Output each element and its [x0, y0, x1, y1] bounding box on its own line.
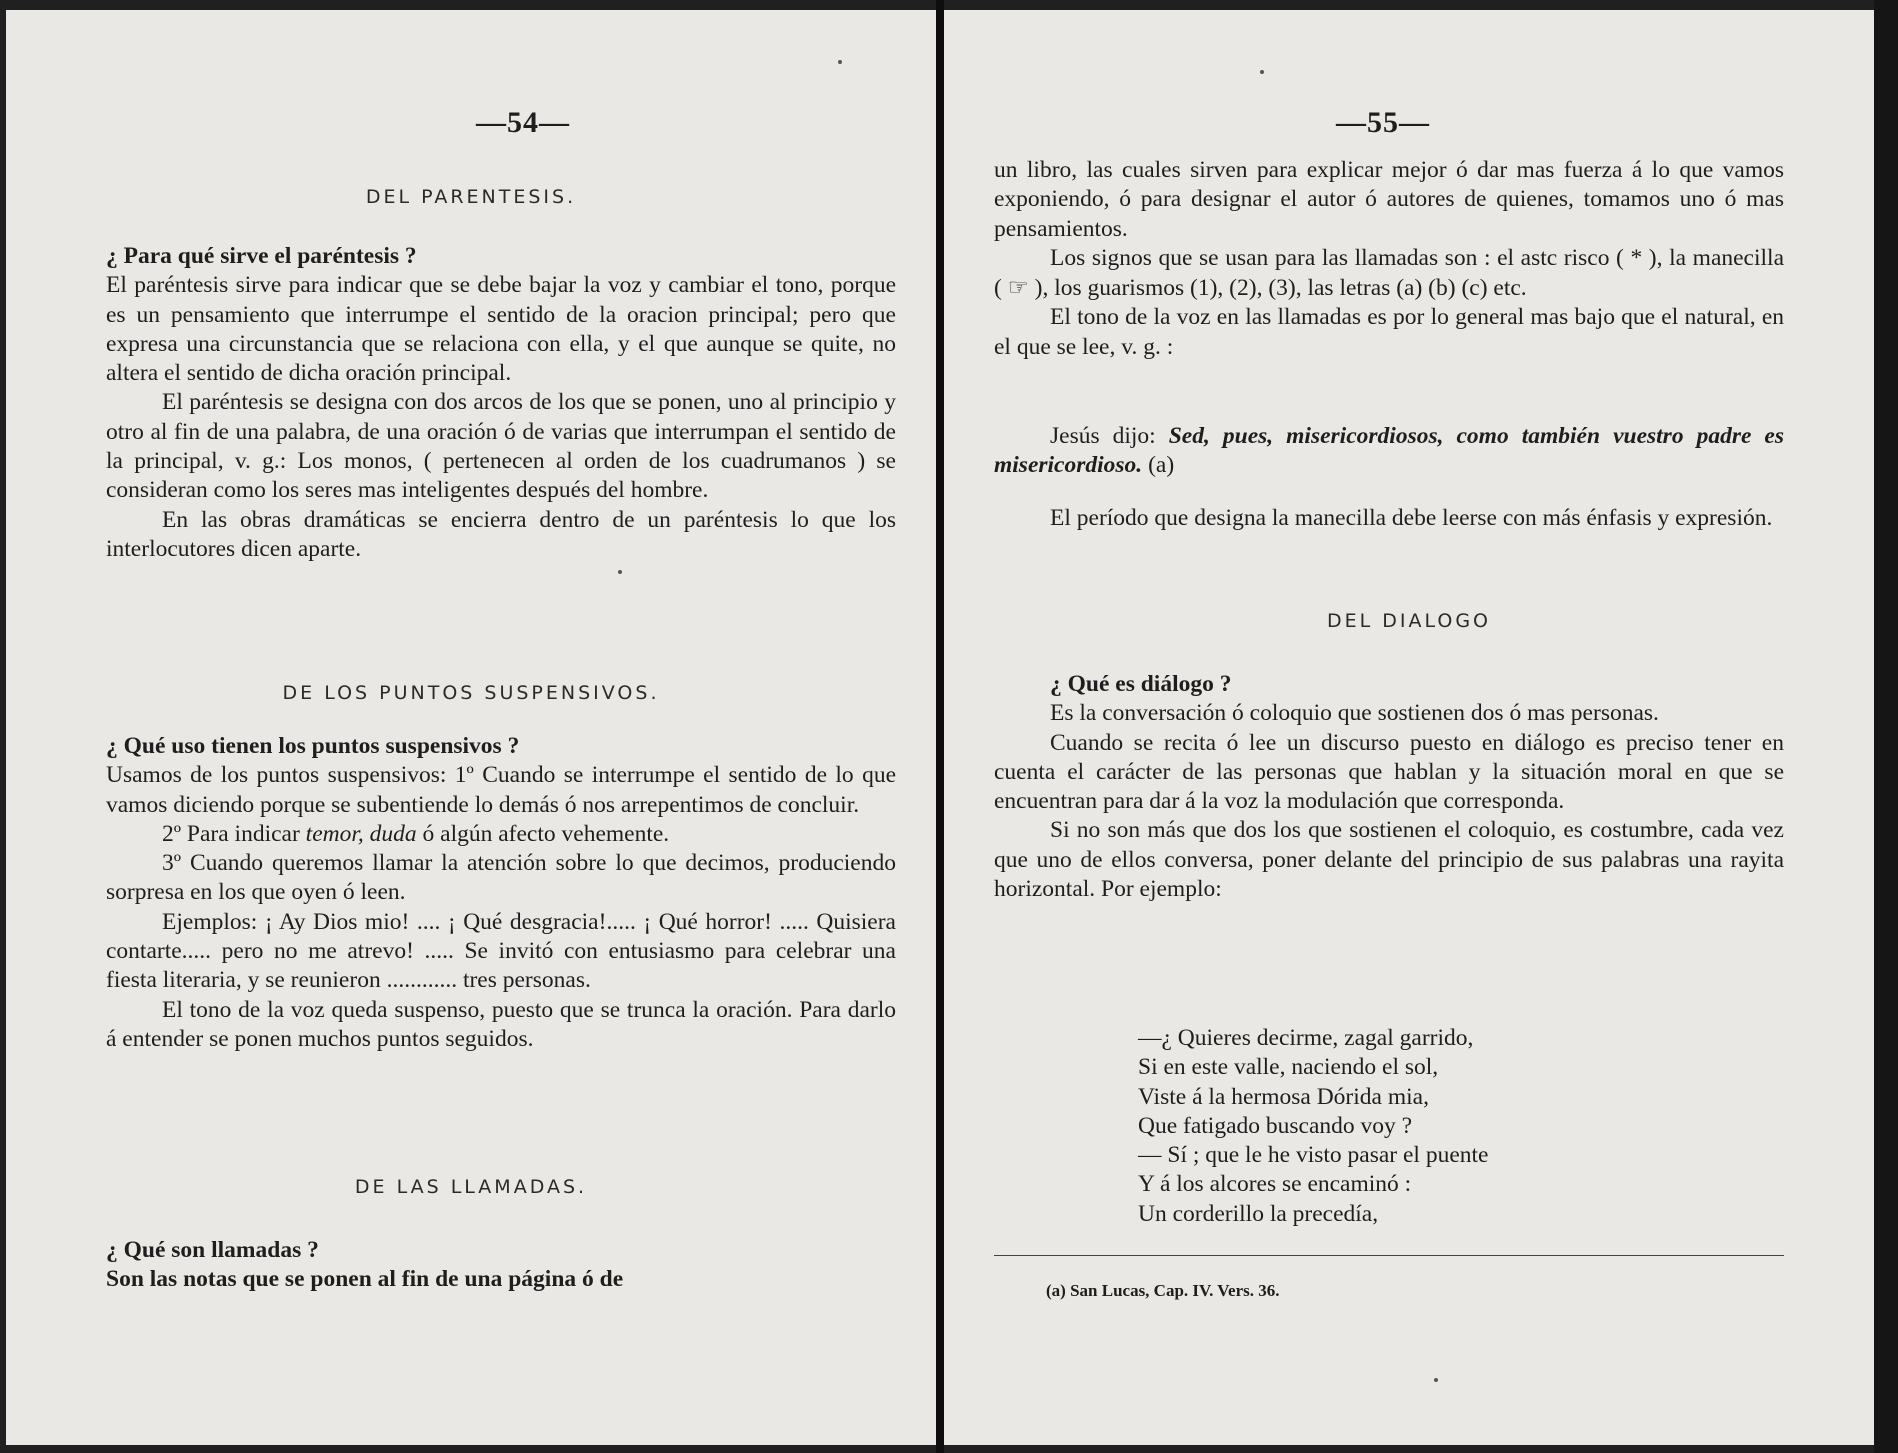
- section-heading-suspensivos: DE LOS PUNTOS SUSPENSIVOS.: [282, 682, 660, 704]
- paragraph: Ejemplos: ¡ Ay Dios mio! .... ¡ Qué desgracia!..... ¡ Qué horror! ..... Quisiera contarte..... pero no me atrevo! ..... Se invitó con entusiasmo para celebrar una fiesta literaria, y se reunieron ............ tres personas.: [106, 908, 896, 994]
- verse-line: Un corderillo la precedía,: [1138, 1200, 1379, 1227]
- question-llamadas: ¿ Qué son llamadas ?: [106, 1237, 319, 1263]
- italic-text: Sed, pues, misericordiosos, como también vuestro padre es misericordioso.: [994, 423, 1784, 479]
- text-run: Jesús dijo:: [1050, 423, 1169, 449]
- book-gutter: [936, 0, 944, 1453]
- llamadas-continued: [994, 156, 1784, 362]
- paragraph: El tono de la voz queda suspenso, puesto que se trunca la oración. Para darlo á entender se ponen muchos puntos seguidos.: [106, 996, 896, 1052]
- text-run: 2º Para indicar: [162, 820, 306, 847]
- paragraph: [994, 244, 1784, 304]
- paragraph: El período que designa la manecilla debe leerse con más énfasis y expresión.: [1050, 505, 1773, 531]
- footnote: (a) San Lucas, Cap. IV. Vers. 36.: [1046, 1281, 1280, 1300]
- page-edge-shadow: [1874, 0, 1898, 1453]
- manecilla-icon: ☞: [1007, 273, 1029, 302]
- print-speck: [1434, 1378, 1438, 1382]
- paragraph: Son las notas que se ponen al fin de una página ó de: [106, 1266, 624, 1293]
- text-run: Los signos que se usan para las llamadas son : el astc risco ( * ), la manecilla (: [994, 244, 1784, 302]
- paragraph: [994, 422, 1784, 481]
- paragraph: Cuando se recita ó lee un discurso puesto en diálogo es preciso tener en cuenta el carácter de las personas que hablan y la situación moral en que se encuentran para dar á la voz la modulación que corresponda.: [994, 729, 1784, 815]
- parentesis-section: [106, 242, 896, 564]
- print-speck: [1260, 70, 1264, 74]
- verse-line: Viste á la hermosa Dórida mia,: [1138, 1083, 1429, 1110]
- dialogo-section: [994, 670, 1784, 904]
- paragraph: [106, 820, 896, 849]
- footnote-rule: [994, 1255, 1784, 1256]
- paragraph: Usamos de los puntos suspensivos: 1º Cuando se interrumpe el sentido de lo que vamos diciendo porque se subentiende lo demás ó nos arrepentimos de concluir.: [106, 762, 896, 818]
- example-quote: [994, 422, 1784, 481]
- verse-block: [1138, 1024, 1738, 1229]
- question-parentesis: ¿ Para qué sirve el paréntesis ?: [106, 243, 417, 269]
- section-heading-parentesis: DEL PARENTESIS.: [365, 186, 577, 208]
- question-suspensivos: ¿ Qué uso tienen los puntos suspensivos ?: [106, 733, 520, 759]
- paragraph: El tono de la voz en las llamadas es por lo general mas bajo que el natural, en el que se lee, v. g. :: [994, 304, 1784, 360]
- paragraph: El paréntesis sirve para indicar que se debe bajar la voz y cambiar el tono, porque es un pensamiento que interrumpe el sentido de la oracion principal; pero que expresa una circunstancia que se relaciona con ella, y el que aunque se quite, no altera el sentido de dicha oración principal.: [106, 272, 896, 387]
- page-number: —55—: [1336, 106, 1430, 139]
- text-run: (a): [1142, 452, 1175, 479]
- verse-line: — Sí ; que le he visto pasar el puente: [1138, 1142, 1489, 1169]
- suspensivos-section: [106, 732, 896, 1054]
- manecilla-note: [994, 504, 1784, 533]
- text-run: ó algún afecto vehemente.: [416, 820, 670, 847]
- paragraph: 3º Cuando queremos llamar la atención sobre lo que decimos, produciendo sorpresa en los que oyen ó leen.: [106, 850, 896, 906]
- page-number: —54—: [476, 106, 570, 139]
- llamadas-section: [106, 1236, 896, 1295]
- section-heading-dialogo: DEL DIALOGO: [1326, 610, 1492, 632]
- paragraph: Si no son más que dos los que sostienen el coloquio, es costumbre, cada vez que uno de ellos conversa, poner delante del principio de sus palabras una rayita horizontal. Por ejemplo:: [994, 817, 1784, 903]
- paragraph: un libro, las cuales sirven para explicar mejor ó dar mas fuerza á lo que vamos exponiendo, ó para designar el autor ó autores de quienes, tomamos uno ó mas pensamientos.: [994, 157, 1784, 242]
- left-page: [6, 10, 936, 1445]
- print-speck: [838, 60, 842, 64]
- italic-text: temor, duda: [305, 820, 417, 847]
- verse-line: Que fatigado buscando voy ?: [1138, 1112, 1413, 1139]
- text-run: ), los guarismos (1), (2), (3), las letras (a) (b) (c) etc.: [1028, 275, 1527, 302]
- paragraph: El paréntesis se designa con dos arcos de los que se ponen, uno al principio y otro al fin de una palabra, de una oración ó de varias que interrumpan el sentido de la principal, v. g.: Los monos, ( pertenecen al orden de los cuadrumanos ) se consideran como los seres mas inteligentes después del hombre.: [106, 389, 896, 504]
- paragraph: Es la conversación ó coloquio que sostienen dos ó mas personas.: [1050, 700, 1659, 727]
- verse-line: Y á los alcores se encaminó :: [1138, 1171, 1412, 1198]
- paragraph: En las obras dramáticas se encierra dentro de un paréntesis lo que los interlocutores dicen aparte.: [106, 506, 896, 562]
- verse-line: Si en este valle, naciendo el sol,: [1138, 1054, 1439, 1081]
- verse-line: —¿ Quieres decirme, zagal garrido,: [1138, 1025, 1474, 1051]
- print-speck: [618, 570, 622, 574]
- section-heading-llamadas: DE LAS LLAMADAS.: [354, 1176, 588, 1198]
- question-dialogo: ¿ Qué es diálogo ?: [1050, 671, 1232, 697]
- right-page: [944, 10, 1874, 1445]
